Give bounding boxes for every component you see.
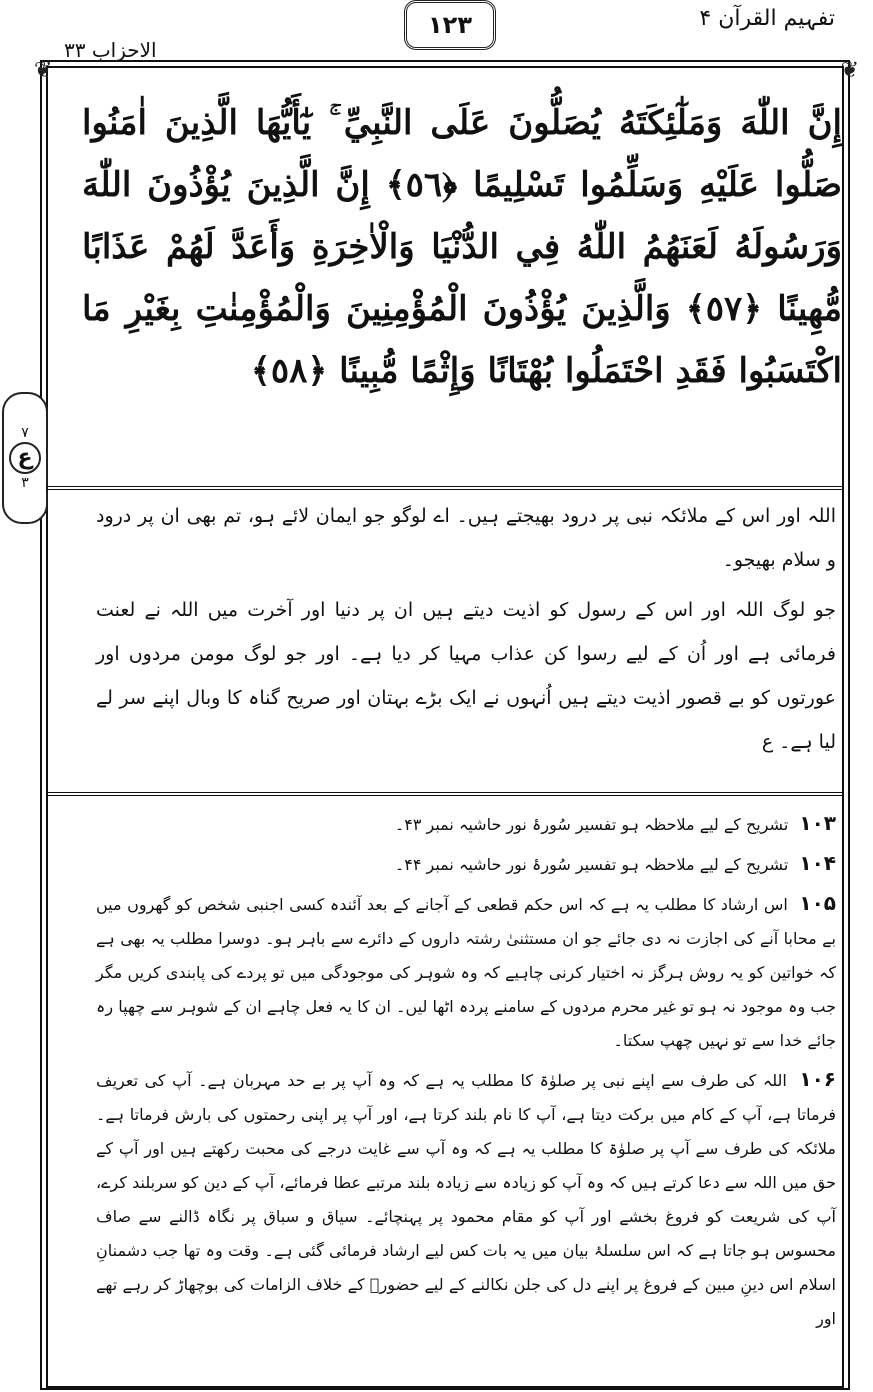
footnote-number: ۱۰۳	[799, 811, 836, 835]
footnote-number: ۱۰۶	[799, 1067, 837, 1091]
translation-paragraph: اللہ اور اس کے ملائکہ نبی پر درود بھیجتے ہیں۔ اے لوگو جو ایمان لائے ہو، تم بھی ان پر درود و سلام بھیجو۔	[96, 505, 836, 571]
footnotes	[96, 806, 836, 1340]
footnote-text: اس ارشاد کا مطلب یہ ہے کہ اس حکم قطعی کے آجانے کے بعد آئندہ کسی اجنبی شخص کو گھروں میں بے محابا آنے کی اجازت نہ دی جائے جو ان مستثنیٰ رشتہ داروں کے دائرے سے باہر ہو۔ دوسرا مطلب یہ بھی ہے کہ خواتین کو یہ روش ہرگز نہ اختیار کرنی چاہیے کہ وہ شوہر کی موجودگی میں تو پردے کی پابندی کریں مگر جب وہ موجود نہ ہو تو غیر محرم مردوں کے سامنے پردہ اٹھا لیں۔ ان کا یہ فعل چاہے ان کے شوہر سے چھپا رہ جائے خدا سے تو نہیں چھپ سکتا۔	[96, 895, 836, 1050]
book-title: تفہیم القرآن ۴	[699, 6, 835, 31]
footnote-number: ۱۰۴	[799, 851, 836, 875]
footnote-text: تشریح کے لیے ملاحظہ ہو تفسیر سُورۂ نور حاشیہ نمبر ۴۳۔	[394, 815, 789, 834]
page-number: ۱۲۳	[428, 11, 472, 39]
arabic-verses: إِنَّ اللّٰهَ وَمَلٰٓئِكَتَهُ يُصَلُّونَ عَلَى النَّبِيِّ ۚ يٰٓأَيُّهَا الَّذِينَ اٰمَنُوا صَلُّوا عَلَيْهِ وَسَلِّمُوا تَسْلِيمًا ﴿٥٦﴾ إِنَّ الَّذِينَ يُؤْذُونَ اللّٰهَ وَرَسُولَهُ لَعَنَهُمُ اللّٰهُ فِي الدُّنْيَا وَالْاٰخِرَةِ وَأَعَدَّ لَهُمْ عَذَابًا مُّهِينًا ﴿٥٧﴾ وَالَّذِينَ يُؤْذُونَ الْمُؤْمِنِينَ وَالْمُؤْمِنٰتِ بِغَيْرِ مَا اكْتَسَبُوا فَقَدِ احْتَمَلُوا بُهْتَانًا وَإِثْمًا مُّبِينًا ﴿٥٨﴾	[82, 103, 843, 391]
footnote-text: اللہ کی طرف سے اپنے نبی پر صلوٰۃ کا مطلب یہ ہے کہ وہ آپ پر بے حد مہربان ہے۔ آپ کی تعریف فرماتا ہے، آپ کے کام میں برکت دیتا ہے، آپ کا نام بلند کرتا ہے، اور آپ پر اپنی رحمتوں کی بارش فرماتا ہے۔ ملائکہ کی طرف سے آپ پر صلوٰۃ کا مطلب یہ ہے کہ وہ آپ سے غایت درجے کی محبت رکھتے ہیں اور آپ کے حق میں اللہ سے دعا کرتے ہیں کہ وہ آپ کو زیادہ سے زیادہ بلند مرتبے عطا فرمائے، آپ کے دین کو سربلند کرے، آپ کی شریعت کو فروغ بخشے اور آپ کو مقام محمود پر پہنچائے۔ سیاق و سباق پر نگاہ ڈالنے سے صاف محسوس ہو جاتا ہے کہ اس سلسلۂ بیان میں یہ بات کس لیے ارشاد فرمائی گئی ہے۔ وقت وہ تھا جب دشمنانِ اسلام اس دینِ مبین کے فروغ پر اپنے دل کی جلن نکالنے کے لیے حضورؐ کے خلاف الزامات کی بوچھاڑ کر رہے تھے اور	[96, 1071, 837, 1328]
footnote-item	[96, 886, 836, 1058]
footnote-item	[96, 846, 836, 882]
translation-paragraph: جو لوگ اللہ اور اس کے رسول کو اذیت دیتے ہیں ان پر دنیا اور آخرت میں اللہ نے لعنت فرمائی ہے اور اُن کے لیے رسوا کن عذاب مہیا کر دیا ہے۔ اور جو لوگ مومن مردوں اور عورتوں کو بے قصور اذیت دیتے ہیں اُنہوں نے ایک بڑے بہتان اور صریح گناہ کا وبال اپنے سر لے لیا ہے۔ ع	[96, 599, 836, 753]
footnote-text: تشریح کے لیے ملاحظہ ہو تفسیر سُورۂ نور حاشیہ نمبر ۴۴۔	[394, 855, 789, 874]
footnote-item	[96, 1062, 836, 1336]
divider-verses-translation	[46, 486, 844, 490]
footnote-item	[96, 806, 836, 842]
ruku-glyph: ع	[9, 442, 41, 474]
ruku-marker	[2, 392, 48, 524]
ruku-bottom-number: ۳	[21, 475, 29, 491]
ruku-top-number: ۷	[21, 424, 29, 441]
footnote-number: ۱۰۵	[799, 891, 836, 915]
divider-translation-notes	[46, 792, 844, 796]
urdu-translation	[96, 494, 836, 770]
page-number-badge	[404, 0, 496, 50]
surah-reference: الاحزاب ۳۳	[64, 38, 157, 62]
corner-ornament-icon: ❦	[34, 58, 53, 83]
corner-ornament-icon: ❦	[840, 58, 859, 83]
